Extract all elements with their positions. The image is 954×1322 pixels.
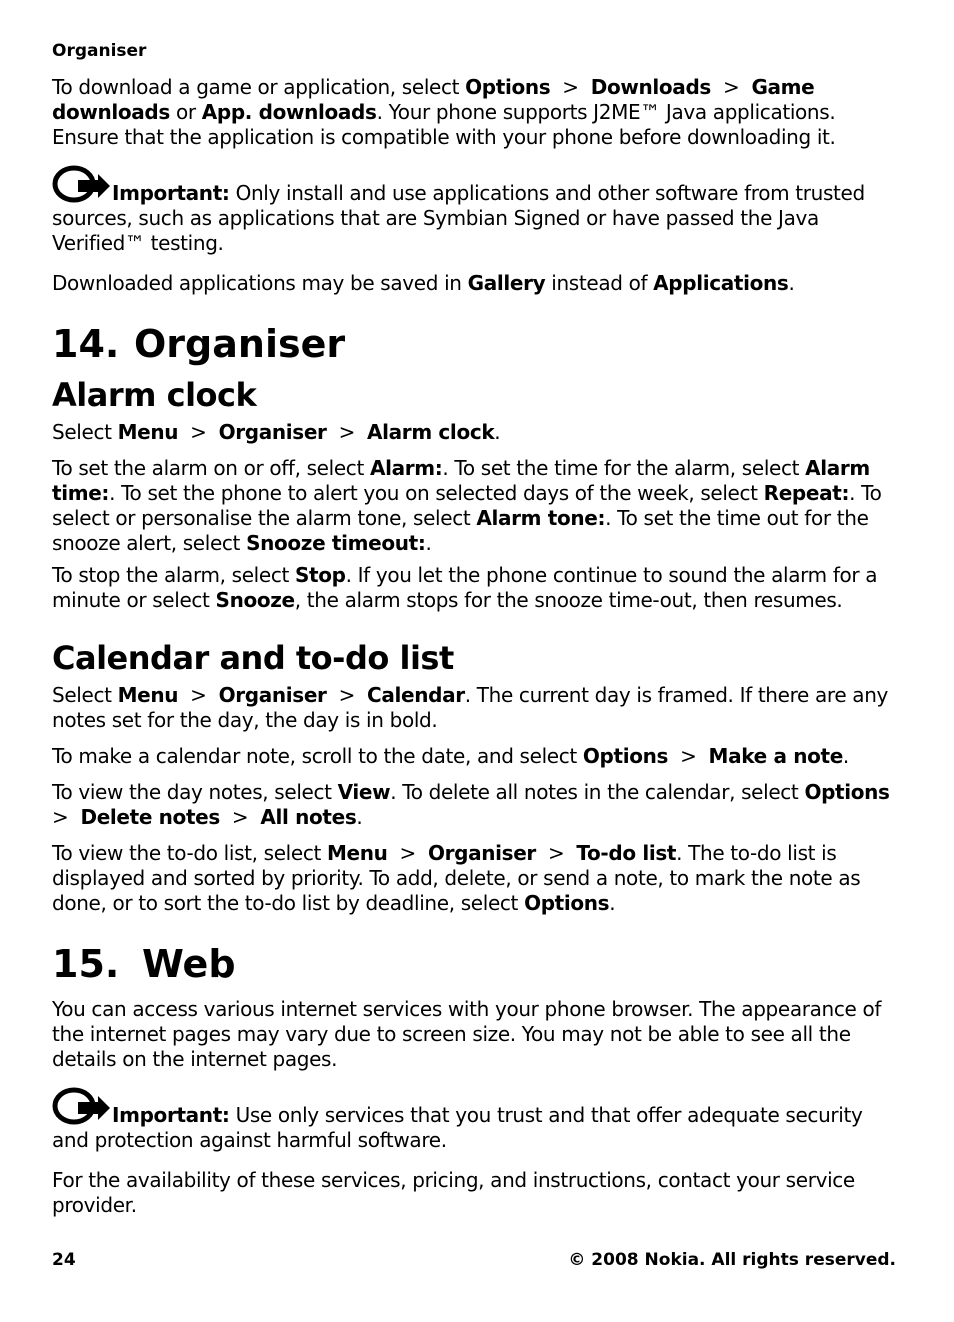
bold-term: To-do list — [576, 841, 677, 865]
calendar-heading: Calendar and to-do list — [52, 639, 454, 677]
bold-term: Stop — [294, 563, 346, 587]
bold-term: Delete notes — [80, 805, 220, 829]
bold-term: Options — [465, 75, 551, 99]
intro-paragraph-2: Downloaded applications may be saved in Gallery instead of Applications. — [52, 271, 795, 295]
bold-term: Important: — [112, 1103, 230, 1127]
chapter-15-number: 15. — [52, 942, 120, 986]
chapter-14-title: Organiser — [134, 322, 346, 366]
bold-term: Alarm tone: — [476, 506, 606, 530]
bold-term: Repeat: — [763, 481, 850, 505]
bold-term: Menu — [117, 420, 179, 444]
bold-term: Applications — [653, 271, 789, 295]
bold-term: All notes — [260, 805, 357, 829]
important-icon — [52, 162, 110, 204]
bold-term: View — [337, 780, 391, 804]
bold-term: Important: — [112, 181, 230, 205]
important-icon — [52, 1084, 110, 1126]
bold-term: Snooze timeout: — [246, 531, 426, 555]
chapter-15-heading — [52, 942, 236, 986]
alarm-clock-heading: Alarm clock — [52, 376, 257, 414]
bold-term: Snooze — [215, 588, 295, 612]
bold-term: Menu — [326, 841, 388, 865]
page-number: 24 — [52, 1250, 76, 1270]
bold-term: Gallery — [467, 271, 546, 295]
running-head: Organiser — [52, 41, 147, 61]
calendar-paragraph-2: To make a calendar note, scroll to the date, and select Options > Make a note. — [52, 744, 849, 768]
bold-term: Alarm time: — [52, 456, 870, 505]
bold-term: Options — [582, 744, 669, 768]
chapter-14-heading — [52, 322, 345, 366]
bold-term: Game downloads — [52, 75, 815, 124]
important-note-2 — [52, 1084, 900, 1153]
bold-term: Downloads — [590, 75, 711, 99]
important-note-1 — [52, 162, 900, 256]
bold-term: Organiser — [218, 683, 327, 707]
important-note-2-text: Important: Use only services that you trust and that offer adequate security and protection against harmful software. — [52, 1103, 863, 1152]
alarm-paragraph-1: Select Menu > Organiser > Alarm clock. — [52, 420, 501, 444]
calendar-paragraph-1: Select Menu > Organiser > Calendar. The current day is framed. If there are any notes set for the day, the day is in bold. — [52, 683, 889, 732]
bold-term: Options — [804, 780, 890, 804]
bold-term: Calendar — [367, 683, 465, 707]
alarm-paragraph-3: To stop the alarm, select Stop. If you let the phone continue to sound the alarm for a minute or select Snooze, the alarm stops for the snooze time-out, then resumes. — [52, 563, 878, 612]
calendar-paragraph-3: To view the day notes, select View. To delete all notes in the calendar, select Options > Delete notes > All notes. — [52, 780, 896, 829]
calendar-paragraph-4: To view the to-do list, select Menu > Organiser > To-do list. The to-do list is displayed and sorted by priority. To add, delete, or send a note, to mark the note as done, or to sort the to-do list by deadline, select Options. — [52, 841, 861, 915]
web-paragraph-1: You can access various internet services with your phone browser. The appearance of the internet pages may vary due to screen size. You may not be able to see all the details on the internet pages. — [52, 997, 882, 1071]
bold-term: Options — [524, 891, 610, 915]
copyright-notice: © 2008 Nokia. All rights reserved. — [568, 1250, 896, 1270]
chapter-14-number: 14. — [52, 322, 120, 366]
bold-term: Alarm: — [369, 456, 443, 480]
web-paragraph-2: For the availability of these services, pricing, and instructions, contact your service provider. — [52, 1168, 855, 1217]
alarm-paragraph-2: To set the alarm on or off, select Alarm:. To set the time for the alarm, select Alarm time:. To set the phone to alert you on selected days of the week, select Repeat:. To select or personalise the alarm tone, select Alarm tone:. To set the time out for the snooze alert, select Snooze timeout:. — [52, 456, 882, 555]
intro-paragraph-1: To download a game or application, select Options > Downloads > Game downloads or App. downloads. Your phone supports J2ME™ Java applications. Ensure that the application is compatible with your phone before downloading it. — [52, 75, 836, 149]
bold-term: Organiser — [427, 841, 536, 865]
bold-term: Organiser — [218, 420, 327, 444]
bold-term: Alarm clock — [367, 420, 495, 444]
chapter-15-title: Web — [142, 942, 236, 986]
bold-term: Make a note — [708, 744, 843, 768]
bold-term: Menu — [117, 683, 179, 707]
important-note-1-text: Important: Only install and use applications and other software from trusted sources, such as applications that are Symbian Signed or have passed the Java Verified™ testing. — [52, 181, 865, 255]
bold-term: App. downloads — [201, 100, 377, 124]
